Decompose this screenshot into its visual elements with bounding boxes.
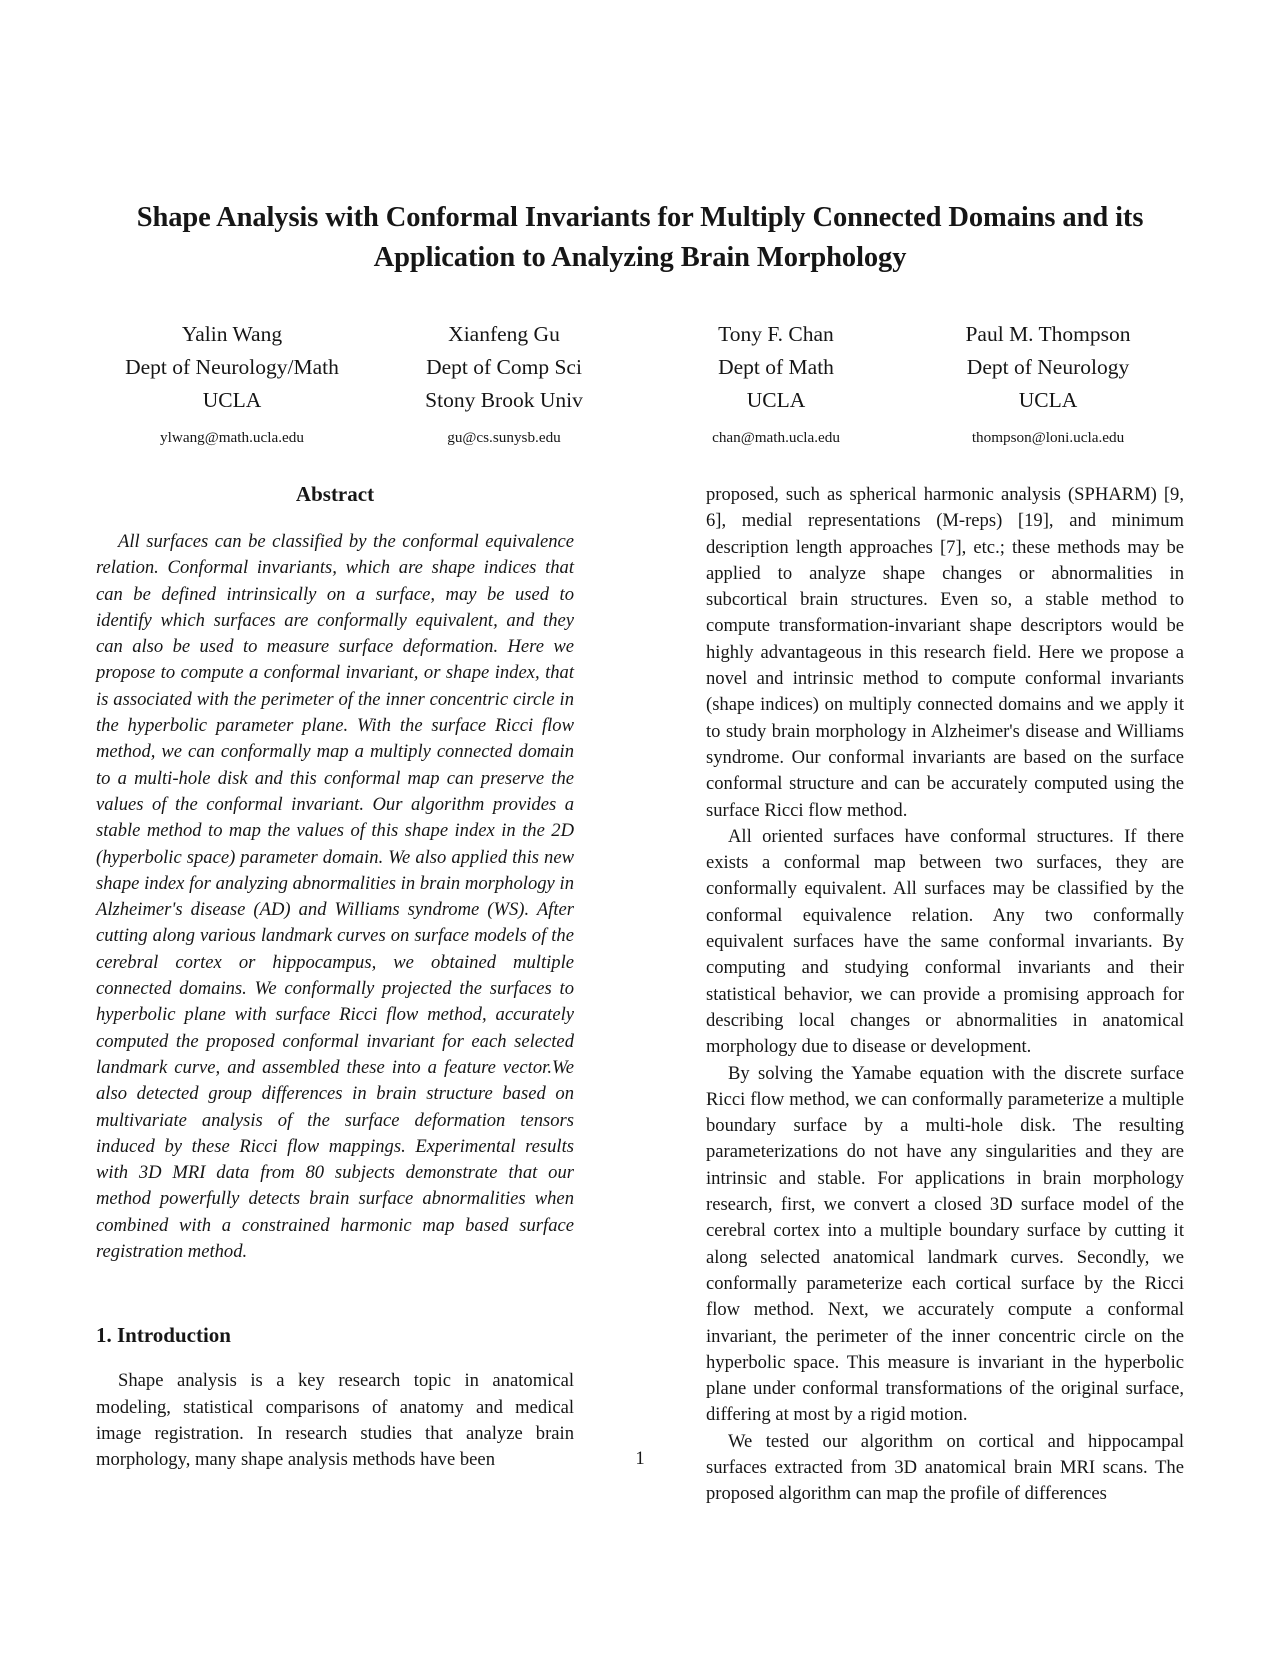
author-department: Dept of Neurology [966,354,1130,379]
author-department: Dept of Math [718,354,834,379]
author-organization: UCLA [1018,387,1078,412]
author-organization: Stony Brook Univ [425,387,583,412]
author-department: Dept of Neurology/Math [125,354,339,379]
author-entry [640,318,912,449]
author-email[interactable]: thompson@loni.ucla.edu [971,428,1125,446]
paragraph: proposed, such as spherical harmonic analysis (SPHARM) [9, 6], medial representations (M-reps) [19], and minimum description length approaches [7], etc.; these methods may be applied to analyze shape changes or abnormalities in subcortical brain structures. Even so, a stable method to compute transformation-invariant shape descriptors would be highly advantageous in this research field. Here we propose a novel and intrinsic method to compute conformal invariants (shape indices) on multiply connected domains and we apply it to study brain morphology in Alzheimer's disease and Williams syndrome. Our conformal invariants are based on the surface conformal structure and can be accurately computed using the surface Ricci flow method. [706,484,1184,821]
author-email[interactable]: ylwang@math.ucla.edu [160,428,304,446]
abstract-heading: Abstract [295,482,375,506]
author-name: Tony F. Chan [718,322,834,346]
author-entry [912,318,1184,449]
paragraph: We tested our algorithm on cortical and hippocampal surfaces extracted from 3D anatomical brain MRI scans. The proposed algorithm can map the profile of differences [706,1430,1184,1505]
author-name: Xianfeng Gu [448,322,560,346]
author-name: Yalin Wang [181,322,283,346]
author-department: Dept of Comp Sci [426,354,582,379]
page-title: Shape Analysis with Conformal Invariants for Multiply Connected Domains and its Application to Analyzing Brain Morphology [136,202,1144,274]
author-email[interactable]: gu@cs.sunysb.edu [447,428,561,446]
author-name: Paul M. Thompson [965,322,1131,346]
section-heading-introduction: 1. Introduction [96,1323,231,1348]
author-list [96,318,1184,449]
author-organization: UCLA [746,387,806,412]
author-entry [96,318,368,449]
author-entry [368,318,640,449]
paragraph: By solving the Yamabe equation with the discrete surface Ricci flow method, we can conformally parameterize a multiple boundary surface by a multi-hole disk. The resulting parameterizations do not have any singularities and they are intrinsic and stable. For applications in brain morphology research, first, we convert a closed 3D surface model of the cerebral cortex into a multiple boundary surface by cutting it along selected anatomical landmark curves. Secondly, we conformally parameterize each cortical surface by the Ricci flow method. Next, we accurately compute a conformal invariant, the perimeter of the inner concentric circle on the hyperbolic space. This measure is invariant in the hyperbolic plane under conformal transformations of the original surface, differing at most by a rigid motion. [706,1062,1184,1426]
paragraph: Shape analysis is a key research topic in anatomical modeling, statistical comparisons of anatomy and medical image registration. In research studies that analyze brain morphology, many shape analysis methods have been [96,1370,574,1471]
body-columns [96,482,1184,1505]
left-column [96,482,574,1471]
author-email[interactable]: chan@math.ucla.edu [712,428,840,446]
author-organization: UCLA [202,387,262,412]
right-column [706,482,1184,1505]
paragraph: All oriented surfaces have conformal structures. If there exists a conformal map between two surfaces, they are conformally equivalent. All surfaces may be classified by the conformal equivalence relation. Any two conformally equivalent surfaces have the same conformal invariants. By computing and studying conformal invariants and their statistical behavior, we can provide a promising approach for describing local changes or abnormalities in anatomical morphology due to disease or development. [706,825,1184,1058]
abstract-text: All surfaces can be classified by the conformal equivalence relation. Conformal invariants, which are shape indices that can be defined intrinsically on a surface, may be used to identify which surfaces are conformally equivalent, and they can also be used to measure surface deformation. Here we propose to compute a conformal invariant, or shape index, that is associated with the perimeter of the inner concentric circle in the hyperbolic parameter plane. With the surface Ricci flow method, we can conformally map a multiply connected domain to a multi-hole disk and this conformal map can preserve the values of the conformal invariant. Our algorithm provides a stable method to map the values of this shape index in the 2D (hyperbolic space) parameter domain. We also applied this new shape index for analyzing abnormalities in brain morphology in Alzheimer's disease (AD) and Williams syndrome (WS). After cutting along various landmark curves on surface models of the cerebral cortex or hippocampus, we obtained multiple connected domains. We conformally projected the surfaces to hyperbolic plane with surface Ricci flow method, accurately computed the proposed conformal invariant for each selected landmark curve, and assembled these into a feature vector.We also detected group differences in brain structure based on multivariate analysis of the surface deformation tensors induced by these Ricci flow mappings. Experimental results with 3D MRI data from 80 subjects demonstrate that our method powerfully detects brain surface abnormalities when combined with a constrained harmonic map based surface registration method. [96,531,574,1263]
page-number: 1 [635,1448,645,1469]
title-block [96,198,1184,279]
